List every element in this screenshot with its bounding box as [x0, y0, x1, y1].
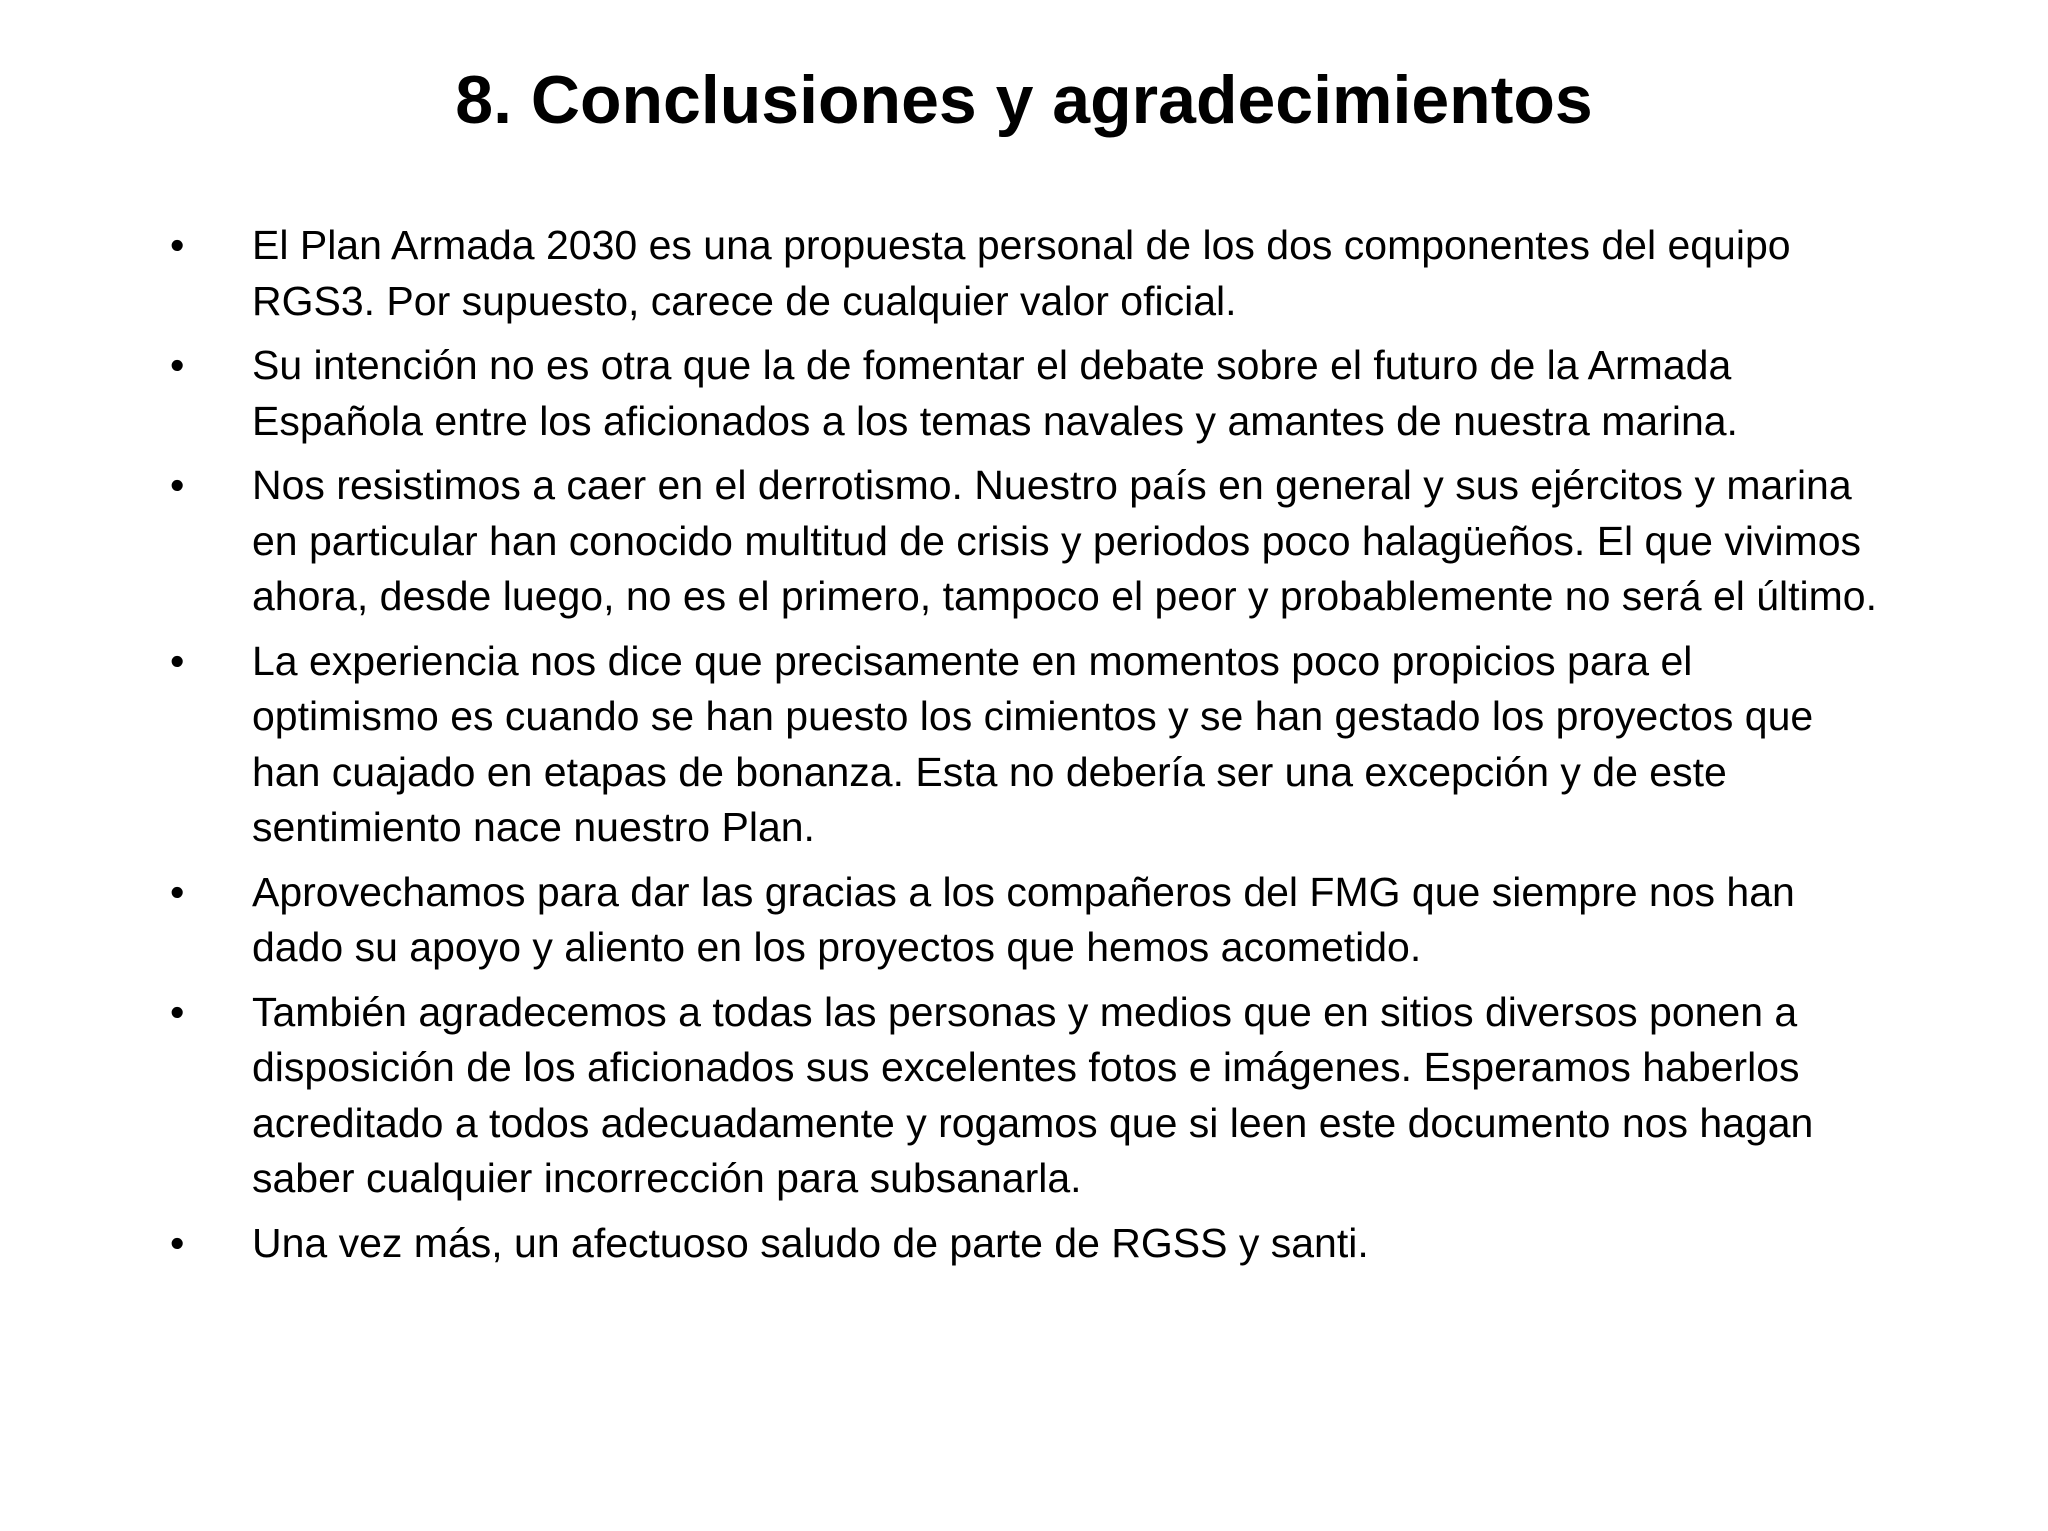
- bullet-icon: •: [170, 868, 185, 915]
- bullet-icon: •: [170, 222, 185, 268]
- bullet-item-7: [170, 1216, 1890, 1272]
- bullet-item-4: [170, 634, 1890, 856]
- bullet-text: Nos resistimos a caer en el derrotismo. Nuestro país en general y sus ejércitos y marina en particular han conocido multitud de crisis y periodos poco halagüeños. El que vivimos ahora, desde luego, no es el primero, tampoco el peor y probablemente no será el último.: [252, 462, 1878, 619]
- bullet-item-6: [170, 985, 1890, 1207]
- slide-title: 8. Conclusiones y agradecimientos: [455, 62, 1593, 138]
- bullet-text: Una vez más, un afectuoso saludo de parte de RGSS y santi.: [252, 1219, 1369, 1266]
- bullet-icon: •: [170, 462, 185, 508]
- bullet-item-5: [170, 865, 1890, 976]
- bullet-item-3: [170, 458, 1890, 625]
- bullet-icon: •: [170, 1219, 185, 1266]
- bullet-item-1: [170, 218, 1890, 329]
- bullet-list: [170, 218, 1890, 1280]
- bullet-text: También agradecemos a todas las personas y medios que en sitios diversos ponen a disposición de los aficionados sus excelentes fotos e imágenes. Esperamos haberlos acreditado a todos adecuadamente y rogamos que si leen este documento nos hagan saber cualquier incorrección para subsanarla.: [252, 988, 1814, 1201]
- bullet-text: La experiencia nos dice que precisamente en momentos poco propicios para el optimismo es cuando se han puesto los cimientos y se han gestado los proyectos que han cuajado en etapas de bonanza. Esta no debería ser una excepción y de este sentimiento nace nuestro Plan.: [252, 637, 1814, 850]
- bullet-icon: •: [170, 637, 185, 684]
- bullet-text: El Plan Armada 2030 es una propuesta personal de los dos componentes del equipo RGS3. Por supuesto, carece de cualquier valor oficial.: [252, 222, 1791, 324]
- bullet-text: Su intención no es otra que la de fomentar el debate sobre el futuro de la Armada Española entre los aficionados a los temas navales y amantes de nuestra marina.: [252, 342, 1738, 444]
- bullet-item-2: [170, 338, 1890, 449]
- bullet-icon: •: [170, 342, 185, 388]
- bullet-text: Aprovechamos para dar las gracias a los compañeros del FMG que siempre nos han dado su apoyo y aliento en los proyectos que hemos acometido.: [252, 868, 1795, 970]
- bullet-icon: •: [170, 988, 185, 1035]
